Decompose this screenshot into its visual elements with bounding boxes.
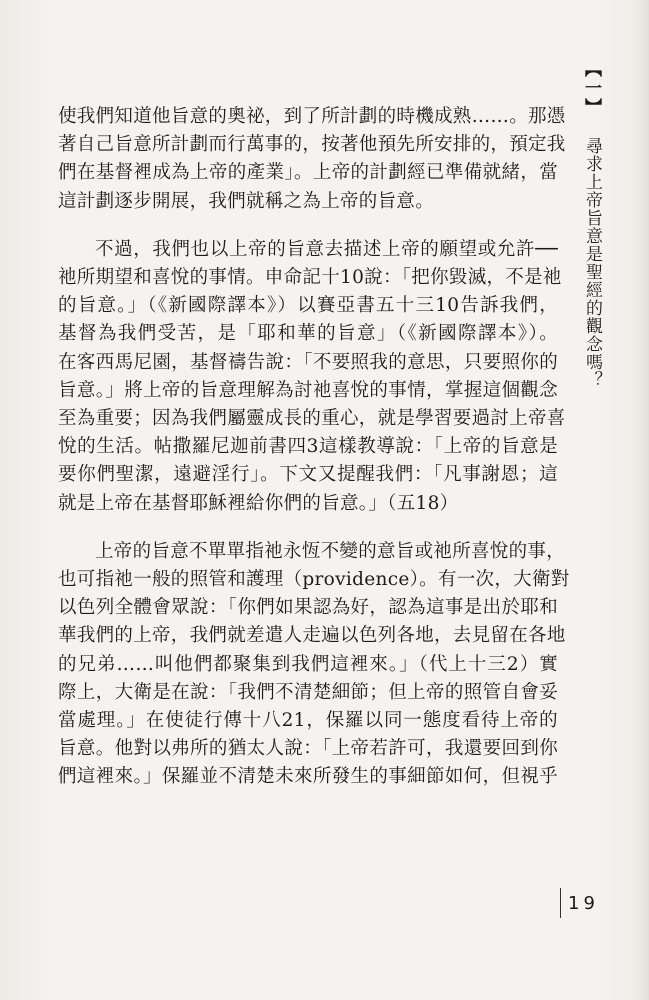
text-line: 使我們知道他旨意的奧祕，到了所計劃的時機成熟……。那憑	[58, 106, 566, 127]
text-line: 祂所期望和喜悅的事情。申命記十10說：「把你毀滅，不是祂	[58, 267, 562, 289]
text-line: 至為重要；因為我們屬靈成長的重心，就是學習要過討上帝喜	[58, 408, 566, 430]
text-line: 們在基督裡成為上帝的產業」。上帝的計劃經已準備就緒，當	[58, 162, 558, 184]
text-line: 華我們的上帝，我們就差遣人走遍以色列各地，去見留在各地	[58, 625, 566, 647]
paragraph-2	[58, 236, 566, 518]
paragraph-3	[58, 538, 570, 792]
text-line: 當處理。」在使徒行傳十八21，保羅以同一態度看待上帝的	[58, 710, 558, 732]
text-line: 際上，大衛是在說：「我們不清楚細節；但上帝的照管自會妥	[58, 681, 558, 703]
paragraph-1	[58, 103, 566, 216]
text-line: 在客西馬尼園，基督禱告說：「不要照我的意思，只要照你的	[58, 351, 558, 373]
text-line: 旨意。」將上帝的旨意理解為討祂喜悅的事情，掌握這個觀念	[58, 379, 558, 401]
chapter-marker: 【一】	[581, 60, 601, 117]
paragraph-gap	[58, 518, 558, 538]
text-line: 著自己旨意所計劃而行萬事的，按著他預先所安排的，預定我	[58, 134, 566, 156]
text-line: 這計劃逐步開展，我們就稱之為上帝的旨意。	[58, 190, 435, 212]
paragraph-gap	[58, 216, 558, 236]
body-text	[58, 103, 570, 792]
running-header	[575, 60, 605, 389]
text-line: 悅的生活。帖撒羅尼迦前書四3這樣教導說：「上帝的旨意是	[58, 436, 558, 458]
text-line: 以色列全體會眾說：「你們如果認為好，認為這事是出於耶和	[58, 597, 558, 619]
text-line: 的旨意。」（《新國際譯本》）以賽亞書五十三10告訴我們，	[58, 295, 558, 317]
page-number: 19	[568, 893, 599, 914]
text-line: 也可指祂一般的照管和護理（providence）。有一次，大衛對	[58, 569, 570, 591]
page-edge-shadow	[637, 0, 649, 1000]
text-line: 們這裡來。」保羅並不清楚未來所發生的事細節如何，但視乎	[58, 766, 558, 788]
chapter-title: 尋求上帝旨意是聖經的觀念嗎？	[582, 137, 602, 389]
text-line: 的兄弟……叫他們都聚集到我們這裡來。」（代上十三2）實	[58, 653, 558, 675]
page-number-rule	[560, 888, 561, 918]
text-line: 上帝的旨意不單單指祂永恆不變的意旨或祂所喜悅的事，	[95, 540, 566, 562]
text-line: 要你們聖潔，遠避淫行」。下文又提醒我們：「凡事謝恩；這	[58, 464, 558, 486]
text-line: 基督為我們受苦，是「耶和華的旨意」（《新國際譯本》）。	[58, 323, 558, 345]
text-line: 旨意。他對以弗所的猶太人說：「上帝若許可，我還要回到你	[58, 738, 558, 760]
text-line: 就是上帝在基督耶穌裡給你們的旨意。」（五18）	[58, 492, 459, 514]
text-line: 不過，我們也以上帝的旨意去描述上帝的願望或允許──	[95, 238, 558, 260]
